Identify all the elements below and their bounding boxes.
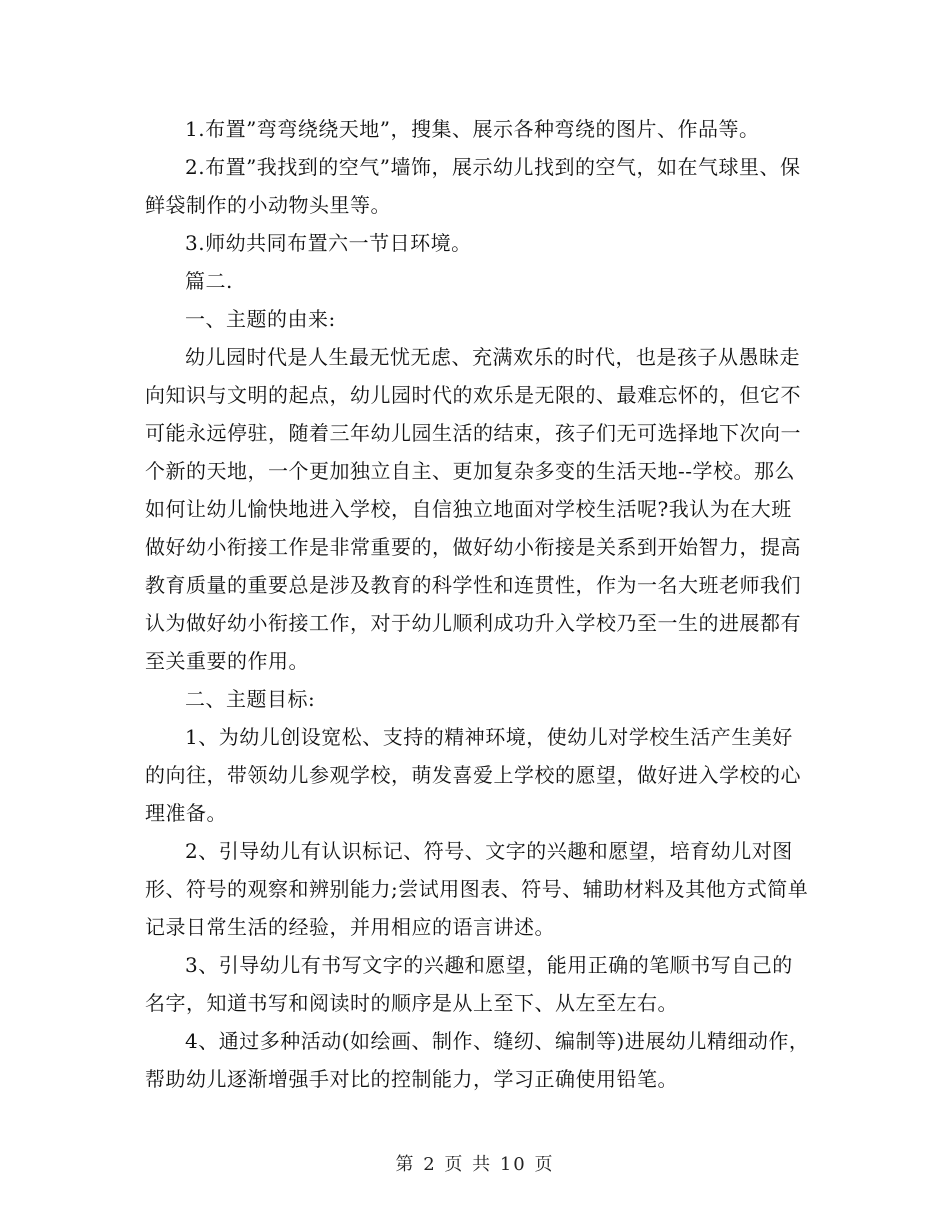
section-heading-part-two: 篇二. [185,269,233,293]
paragraph-layout-2: 2.布置”我找到的空气”墙饰，展示幼儿找到的空气，如在气球里、保鲜袋制作的小动物头里等。 [145,155,801,217]
heading-theme-origin: 一、主题的由来: [185,307,336,331]
goal-item-1: 1、为幼儿创设宽松、支持的精神环境，使幼儿对学校生活产生美好的向往，带领幼儿参观学校，萌发喜爱上学校的愿望，做好进入学校的心理准备。 [145,725,801,825]
paragraph-theme-origin: 幼儿园时代是人生最无忧无虑、充满欢乐的时代，也是孩子从愚昧走向知识与文明的起点，幼儿园时代的欢乐是无限的、最难忘怀的，但它不可能永远停驻，随着三年幼儿园生活的结束，孩子们无可选择地下次向一个新的天地，一个更加独立自主、更加复杂多变的生活天地--学校。那么如何让幼儿愉快地进入学校，自信独立地面对学校生活呢?我认为在大班做好幼小衔接工作是非常重要的，做好幼小衔接是关系到开始智力，提高教育质量的重要总是涉及教育的科学性和连贯性，作为一名大班老师我们认为做好幼小衔接工作，对于幼儿顺利成功升入学校乃至一生的进展都有至关重要的作用。 [145,345,801,673]
heading-theme-goals: 二、主题目标: [185,687,316,711]
paragraph-layout-3: 3.师幼共同布置六一节日环境。 [185,231,472,255]
paragraph-layout-1: 1.布置”弯弯绕绕天地”，搜集、展示各种弯绕的图片、作品等。 [185,117,760,141]
goal-item-4: 4、通过多种活动(如绘画、制作、缝纫、编制等)进展幼儿精细动作，帮助幼儿逐渐增强手对比的控制能力，学习正确使用铅笔。 [145,1029,810,1091]
goal-item-2: 2、引导幼儿有认识标记、符号、文字的兴趣和愿望，培育幼儿对图形、符号的观察和辨别能力;尝试用图表、符号、辅助材料及其他方式简单记录日常生活的经验，并用相应的语言讲述。 [145,839,809,939]
document-body [145,110,810,1098]
page-number-footer: 第 2 页 共 10 页 [395,1154,555,1175]
goal-item-3: 3、引导幼儿有书写文字的兴趣和愿望，能用正确的笔顺书写自己的名字，知道书写和阅读时的顺序是从上至下、从左至左右。 [145,953,793,1015]
